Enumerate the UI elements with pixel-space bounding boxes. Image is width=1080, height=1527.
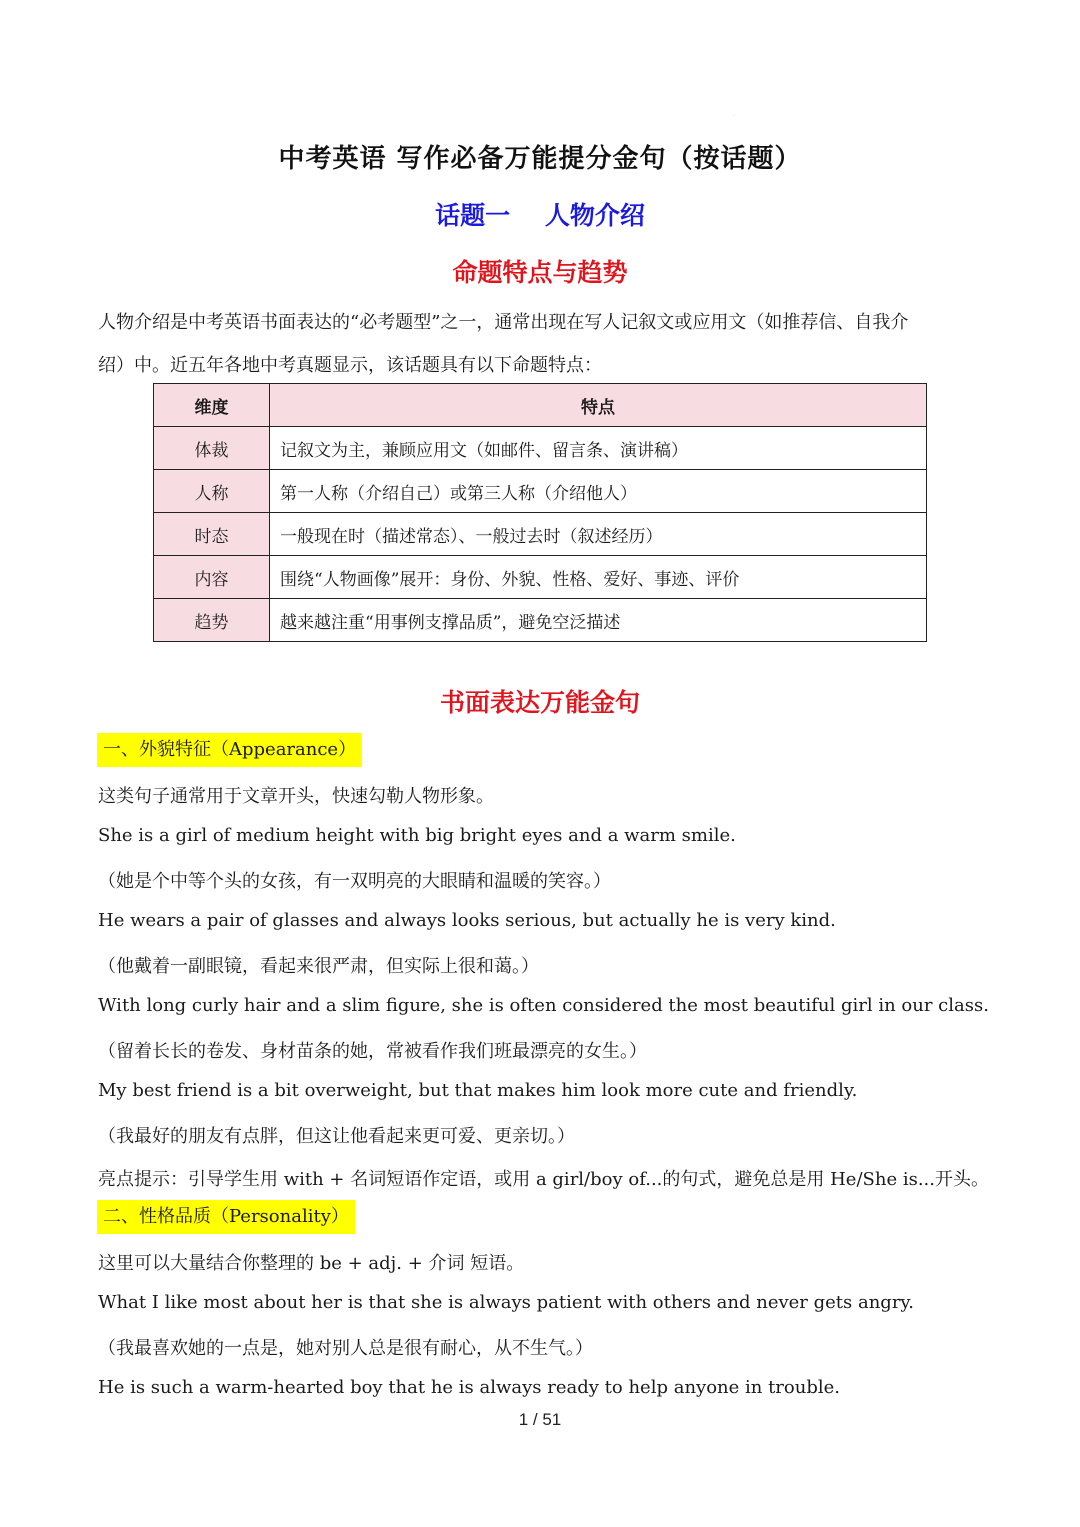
highlight-tip: 亮点提示：引导学生用 with + 名词短语作定语，或用 a girl/boy of...的句式，避免总是用 He/She is...开头。: [98, 1169, 989, 1190]
table-cell-feature: 越来越注重“用事例支撑品质”，避免空泛描述: [270, 599, 927, 642]
section-2-intro: 这里可以大量结合你整理的 be + adj. + 介词 短语。: [98, 1253, 525, 1274]
table-header-row: [154, 384, 927, 427]
golden-sentences-heading: 书面表达万能金句: [439, 688, 640, 717]
table-row: [154, 599, 927, 642]
table-cell-feature: 围绕“人物画像”展开：身份、外貌、性格、爱好、事迹、评价: [270, 556, 927, 599]
sentence-en: What I like most about her is that she is always patient with others and never gets angry.: [98, 1292, 914, 1313]
features-table: [153, 383, 927, 642]
sentence-en: He is such a warm-hearted boy that he is always ready to help anyone in trouble.: [98, 1377, 840, 1398]
section-1-intro: 这类句子通常用于文章开头，快速勾勒人物形象。: [98, 786, 494, 807]
section-2-title: 二、性格品质（Personality）: [97, 1200, 355, 1234]
table-header-feature: 特点: [270, 384, 927, 427]
scan-mark: ·: [733, 113, 735, 120]
table-cell-feature: 一般现在时（描述常态）、一般过去时（叙述经历）: [270, 513, 927, 556]
page-number: 1 / 51: [518, 1410, 562, 1429]
topic-title: 话题一 人物介绍: [435, 201, 645, 230]
table-header-dimension: 维度: [154, 384, 270, 427]
trend-heading: 命题特点与趋势: [452, 258, 628, 287]
sentence-en: He wears a pair of glasses and always looks serious, but actually he is very kind.: [98, 910, 836, 931]
sentence-en: My best friend is a bit overweight, but that makes him look more cute and friendly.: [98, 1080, 858, 1101]
table-cell-dimension: 内容: [154, 556, 270, 599]
table-cell-feature: 第一人称（介绍自己）或第三人称（介绍他人）: [270, 470, 927, 513]
table-cell-dimension: 人称: [154, 470, 270, 513]
sentence-cn: （她是个中等个头的女孩，有一双明亮的大眼睛和温暖的笑容。）: [98, 871, 611, 892]
table-cell-dimension: 趋势: [154, 599, 270, 642]
table-cell-dimension: 时态: [154, 513, 270, 556]
section-1-title: 一、外貌特征（Appearance）: [97, 733, 362, 767]
table-row: [154, 427, 927, 470]
page-title: 中考英语 写作必备万能提分金句（按话题）: [278, 144, 802, 174]
intro-line-1: 人物介绍是中考英语书面表达的“必考题型”之一，通常出现在写人记叙文或应用文（如推荐信、自我介: [98, 312, 909, 333]
sentence-en: With long curly hair and a slim figure, she is often considered the most beautiful girl in our class.: [98, 995, 989, 1016]
intro-line-2: 绍）中。近五年各地中考真题显示，该话题具有以下命题特点：: [98, 355, 602, 376]
table-cell-feature: 记叙文为主，兼顾应用文（如邮件、留言条、演讲稿）: [270, 427, 927, 470]
sentence-en: She is a girl of medium height with big bright eyes and a warm smile.: [98, 825, 736, 846]
table-row: [154, 556, 927, 599]
sentence-cn: （留着长长的卷发、身材苗条的她，常被看作我们班最漂亮的女生。）: [98, 1041, 647, 1062]
table-row: [154, 513, 927, 556]
sentence-cn: （我最喜欢她的一点是，她对别人总是很有耐心，从不生气。）: [98, 1338, 593, 1359]
sentence-cn: （我最好的朋友有点胖，但这让他看起来更可爱、更亲切。）: [98, 1126, 575, 1147]
table-cell-dimension: 体裁: [154, 427, 270, 470]
sentence-cn: （他戴着一副眼镜，看起来很严肃，但实际上很和蔼。）: [98, 956, 539, 977]
table-row: [154, 470, 927, 513]
